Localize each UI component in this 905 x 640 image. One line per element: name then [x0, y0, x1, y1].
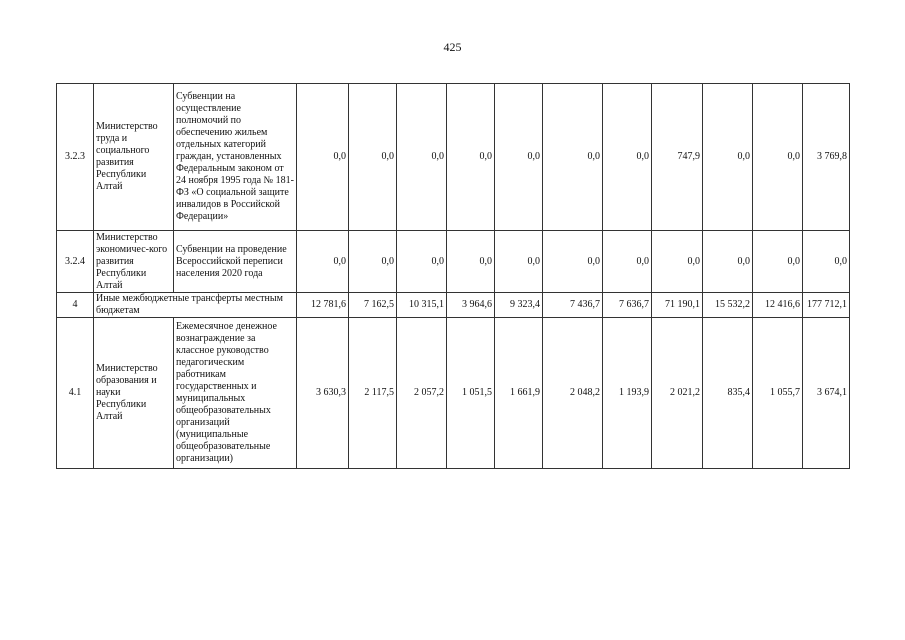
value-cell: 7 436,7	[543, 293, 603, 318]
value-cell: 7 162,5	[349, 293, 397, 318]
budget-table	[56, 83, 850, 469]
value-cell: 0,0	[297, 231, 349, 293]
ministry-cell: Министерство образования и науки Республики Алтай	[94, 318, 174, 469]
value-cell: 0,0	[803, 231, 850, 293]
value-cell: 0,0	[495, 231, 543, 293]
value-cell: 3 769,8	[803, 84, 850, 231]
value-cell: 747,9	[652, 84, 703, 231]
value-cell: 2 048,2	[543, 318, 603, 469]
ministry-cell: Министерство экономичес-кого развития Республики Алтай	[94, 231, 174, 293]
description-cell: Субвенции на осуществление полномочий по обеспечению жильем отдельных категорий граждан, установленных Федеральным законом от 24 ноября 1995 года № 181-ФЗ «О социальной защите инвалидов в Российской Федерации»	[174, 84, 297, 231]
value-cell: 0,0	[297, 84, 349, 231]
value-cell: 0,0	[397, 231, 447, 293]
value-cell: 2 021,2	[652, 318, 703, 469]
value-cell: 0,0	[603, 231, 652, 293]
value-cell: 0,0	[543, 84, 603, 231]
value-cell: 0,0	[447, 231, 495, 293]
table-row	[57, 293, 850, 318]
value-cell: 15 532,2	[703, 293, 753, 318]
value-cell: 3 964,6	[447, 293, 495, 318]
value-cell: 0,0	[753, 231, 803, 293]
value-cell: 71 190,1	[652, 293, 703, 318]
row-number: 4	[57, 293, 94, 318]
value-cell: 0,0	[652, 231, 703, 293]
row-number: 3.2.4	[57, 231, 94, 293]
merged-label-cell: Иные межбюджетные трансферты местным бюджетам	[94, 293, 297, 318]
value-cell: 10 315,1	[397, 293, 447, 318]
value-cell: 0,0	[447, 84, 495, 231]
table-row	[57, 231, 850, 293]
value-cell: 7 636,7	[603, 293, 652, 318]
value-cell: 1 661,9	[495, 318, 543, 469]
page-number: 425	[443, 40, 462, 54]
value-cell: 3 630,3	[297, 318, 349, 469]
value-cell: 0,0	[543, 231, 603, 293]
value-cell: 0,0	[349, 84, 397, 231]
value-cell: 0,0	[703, 84, 753, 231]
ministry-cell: Министерство труда и социального развития Республики Алтай	[94, 84, 174, 231]
value-cell: 2 057,2	[397, 318, 447, 469]
value-cell: 12 781,6	[297, 293, 349, 318]
value-cell: 9 323,4	[495, 293, 543, 318]
value-cell: 0,0	[703, 231, 753, 293]
value-cell: 0,0	[753, 84, 803, 231]
value-cell: 1 051,5	[447, 318, 495, 469]
value-cell: 1 193,9	[603, 318, 652, 469]
value-cell: 835,4	[703, 318, 753, 469]
value-cell: 2 117,5	[349, 318, 397, 469]
description-cell: Ежемесячное денежное вознаграждение за классное руководство педагогическим работникам государственных и муниципальных общеобразовательных организаций (муниципальные общеобразовательные организации)	[174, 318, 297, 469]
value-cell: 3 674,1	[803, 318, 850, 469]
table-row	[57, 318, 850, 469]
description-cell: Субвенции на проведение Всероссийской переписи населения 2020 года	[174, 231, 297, 293]
value-cell: 0,0	[397, 84, 447, 231]
table-row	[57, 84, 850, 231]
value-cell: 0,0	[349, 231, 397, 293]
value-cell: 1 055,7	[753, 318, 803, 469]
value-cell: 12 416,6	[753, 293, 803, 318]
row-number: 3.2.3	[57, 84, 94, 231]
value-cell: 177 712,1	[803, 293, 850, 318]
row-number: 4.1	[57, 318, 94, 469]
value-cell: 0,0	[603, 84, 652, 231]
value-cell: 0,0	[495, 84, 543, 231]
